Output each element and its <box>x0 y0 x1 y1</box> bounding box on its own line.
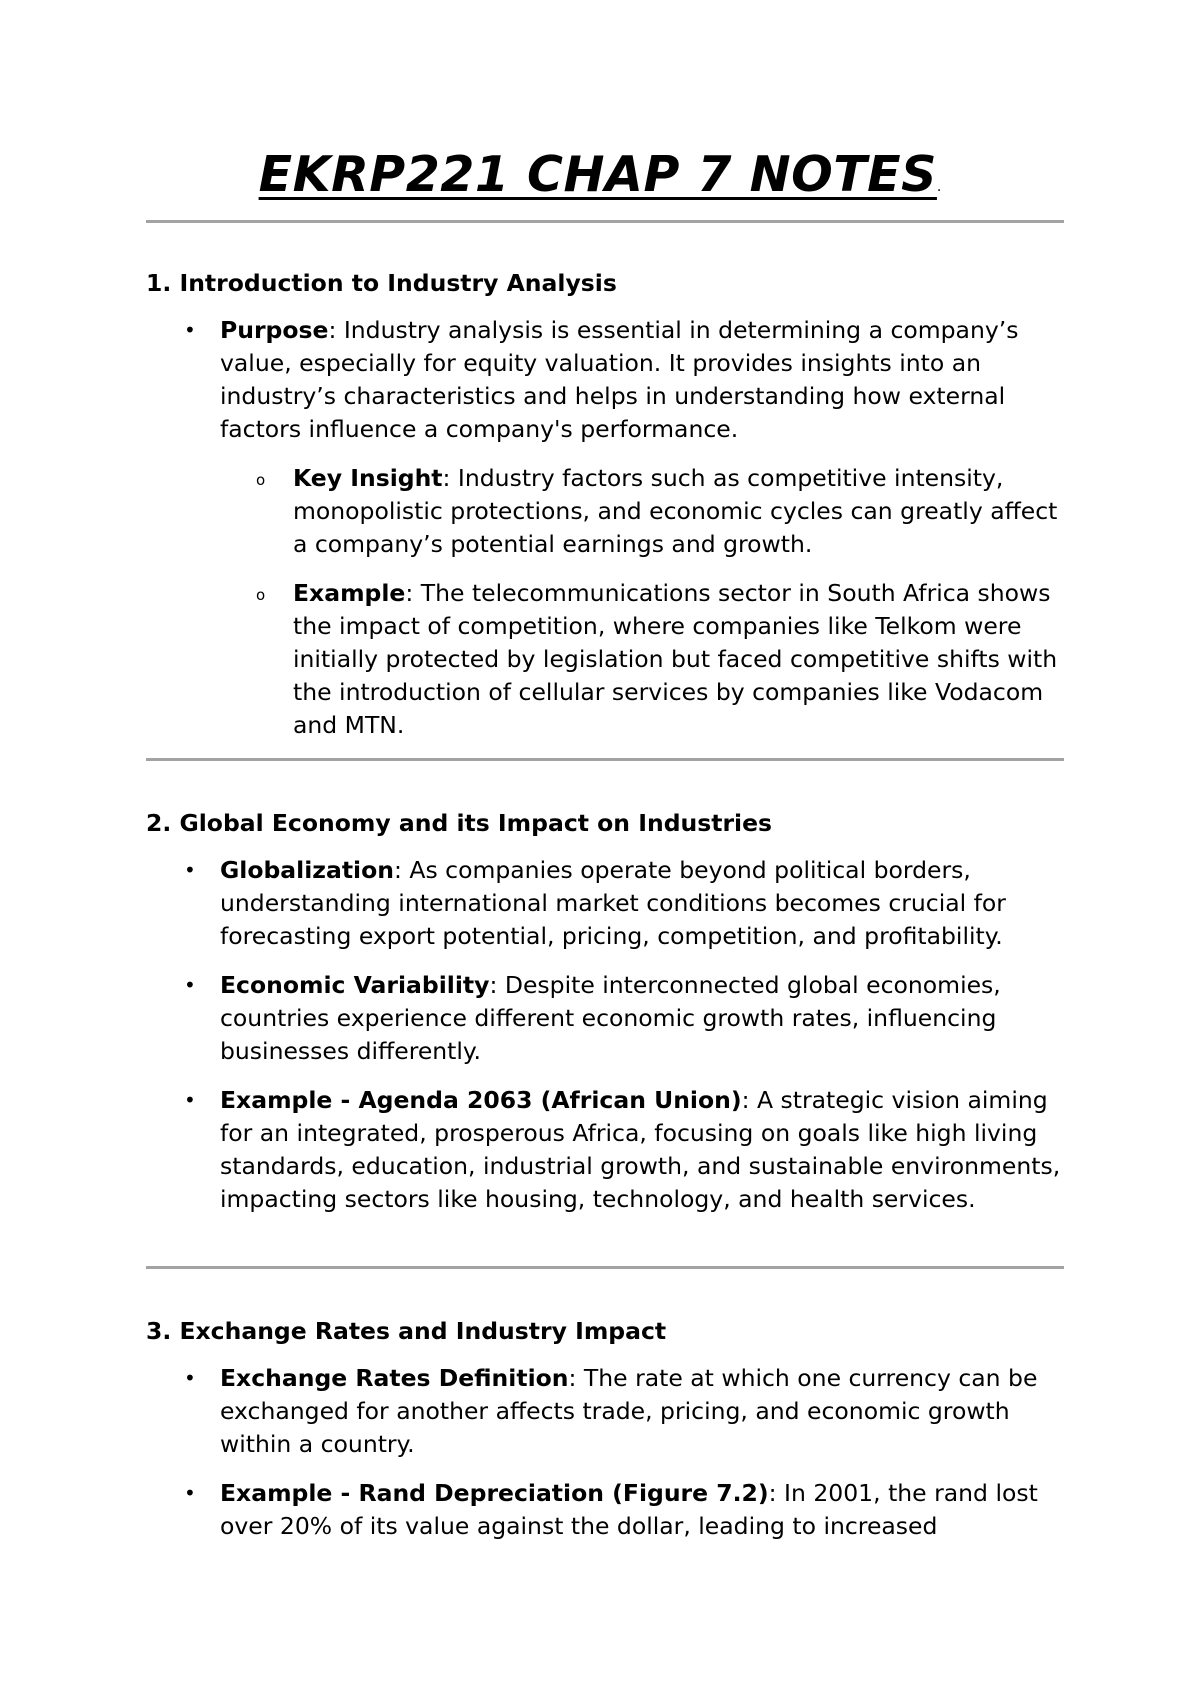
list-item <box>146 1084 1064 1216</box>
section-global-economy <box>146 808 1064 1216</box>
circle-bullet-icon: o <box>256 586 266 604</box>
sub-list-item <box>220 462 1064 561</box>
item-term: Example - Agenda 2063 (African Union) <box>220 1086 742 1114</box>
item-text: : Despite interconnected global economies, countries experience different economic growth rates, influencing businesses differently. <box>220 971 1001 1065</box>
list-item <box>146 1362 1064 1461</box>
item-term: Economic Variability <box>220 971 490 999</box>
section-introduction <box>146 268 1064 742</box>
bullet-icon: • <box>184 973 196 997</box>
item-term: Example - Rand Depreciation (Figure 7.2) <box>220 1479 769 1507</box>
subitem-term: Example <box>293 579 406 607</box>
item-term: Exchange Rates Definition <box>220 1364 569 1392</box>
bullet-icon: • <box>184 1088 196 1112</box>
bullet-list <box>146 314 1064 742</box>
bullet-icon: • <box>184 858 196 882</box>
bullet-list <box>146 854 1064 1216</box>
divider-section-1 <box>146 758 1064 761</box>
item-text: : A strategic vision aiming for an integrated, prosperous Africa, focusing on goals like high living standards, education, industrial growth, and sustainable environments, impacting sectors like housing, technology, and health services. <box>220 1086 1061 1213</box>
subitem-text: : Industry factors such as competitive intensity, monopolistic protections, and economic cycles can greatly affect a company’s potential earnings and growth. <box>293 464 1058 558</box>
circle-bullet-icon: o <box>256 471 266 489</box>
list-item <box>146 314 1064 742</box>
list-item <box>146 1477 1064 1543</box>
item-term: Purpose <box>220 316 329 344</box>
item-text: : As companies operate beyond political borders, understanding international market conditions becomes crucial for forecasting export potential, pricing, competition, and profitability. <box>220 856 1006 950</box>
title-block <box>0 146 1200 203</box>
item-text: : Industry analysis is essential in determining a company’s value, especially for equity valuation. It provides insights into an industry’s characteristics and helps in understanding how external factors influence a company's performance. <box>220 316 1019 443</box>
bullet-icon: • <box>184 1366 196 1390</box>
bullet-icon: • <box>184 318 196 342</box>
title-trailing-mark: . <box>936 179 942 195</box>
divider-section-2 <box>146 1266 1064 1269</box>
bullet-icon: • <box>184 1481 196 1505</box>
document-title: EKRP221 CHAP 7 NOTES <box>258 146 937 203</box>
item-text: : The rate at which one currency can be exchanged for another affects trade, pricing, and economic growth within a country. <box>220 1364 1038 1458</box>
item-term: Globalization <box>220 856 394 884</box>
sub-list-item <box>220 577 1064 742</box>
subitem-text: : The telecommunications sector in South Africa shows the impact of competition, where companies like Telkom were initially protected by legislation but faced competitive shifts with the introduction of cellular services by companies like Vodacom and MTN. <box>293 579 1058 739</box>
item-text: : In 2001, the rand lost over 20% of its value against the dollar, leading to increased <box>220 1479 1038 1540</box>
section-heading: 3. Exchange Rates and Industry Impact <box>146 1317 667 1345</box>
section-exchange-rates <box>146 1316 1064 1543</box>
sub-bullet-list <box>146 462 1064 742</box>
section-heading: 2. Global Economy and its Impact on Industries <box>146 809 773 837</box>
bullet-list <box>146 1362 1064 1543</box>
subitem-term: Key Insight <box>293 464 443 492</box>
list-item <box>146 854 1064 953</box>
list-item <box>146 969 1064 1068</box>
section-heading: 1. Introduction to Industry Analysis <box>146 269 617 297</box>
divider-top <box>146 220 1064 223</box>
